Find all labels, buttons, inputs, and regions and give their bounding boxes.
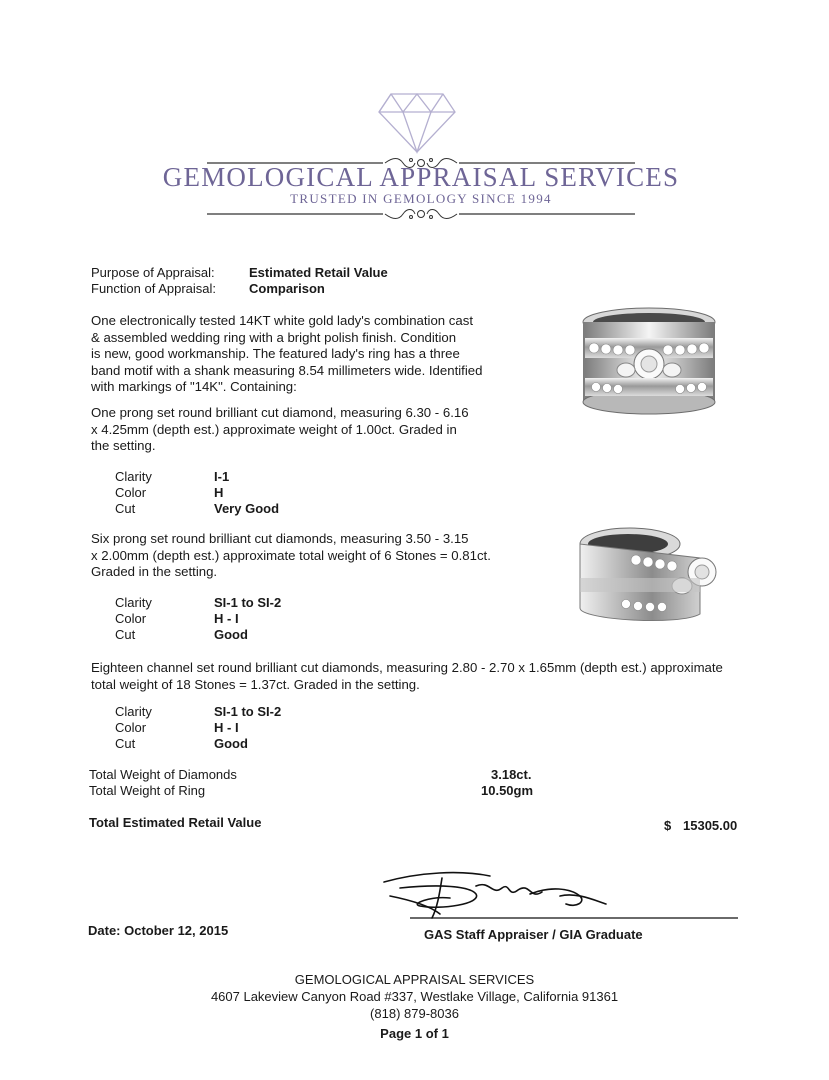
total-ring-label: Total Weight of Ring: [89, 783, 206, 798]
ornament-rule-bottom: [207, 206, 635, 222]
footer-address: 4607 Lakeview Canyon Road #337, Westlake Village, California 91361: [210, 989, 619, 1004]
stone-text-line: x 4.25mm (depth est.) approximate weight of 1.00ct. Graded in: [91, 421, 457, 437]
description-line: is new, good workmanship. The featured lady's ring has a three: [91, 346, 460, 362]
cut-label: Cut: [115, 501, 136, 516]
clarity-label: Clarity: [115, 704, 152, 719]
footer-phone: (818) 879-8036: [370, 1006, 459, 1021]
footer-contact: [0, 971, 829, 1042]
color-label: Color: [115, 611, 147, 626]
page-number: Page 1 of 1: [380, 1026, 449, 1041]
clarity-label: Clarity: [115, 469, 152, 484]
color-value: H - I: [214, 720, 239, 735]
stone-text-line: the setting.: [91, 438, 156, 454]
function-value: Comparison: [249, 281, 325, 296]
item-description: [91, 313, 482, 396]
color-value: H - I: [214, 611, 239, 626]
description-line: band motif with a shank measuring 8.54 millimeters wide. Identified: [91, 362, 483, 378]
total-diamonds-label: Total Weight of Diamonds: [89, 767, 237, 782]
color-label: Color: [115, 720, 147, 735]
description-line: with markings of "14K". Containing:: [91, 379, 297, 395]
clarity-value: I-1: [214, 469, 230, 484]
color-value: H: [214, 485, 224, 500]
purpose-value: Estimated Retail Value: [249, 265, 388, 280]
total-diamonds-value: 3.18ct.: [491, 767, 532, 782]
total-ring-value: 10.50gm: [481, 783, 534, 798]
stone-text-line: x 2.00mm (depth est.) approximate total weight of 6 Stones = 0.81ct.: [91, 547, 491, 563]
total-retail-label: Total Estimated Retail Value: [89, 815, 262, 830]
stone-text-line: Graded in the setting.: [91, 564, 218, 580]
currency-symbol: $: [664, 818, 672, 833]
function-label: Function of Appraisal:: [91, 281, 217, 296]
cut-value: Very Good: [214, 501, 280, 516]
cut-value: Good: [214, 736, 248, 751]
cut-value: Good: [214, 627, 248, 642]
appraiser-title: GAS Staff Appraiser / GIA Graduate: [424, 927, 643, 942]
stone-group-2-description: [91, 531, 491, 581]
clarity-value: SI-1 to SI-2: [214, 704, 282, 719]
cut-label: Cut: [115, 627, 136, 642]
stone-text-line: Six prong set round brilliant cut diamonds, measuring 3.50 - 3.15: [91, 531, 469, 546]
total-retail-value: 15305.00: [683, 818, 738, 833]
clarity-label: Clarity: [115, 595, 152, 610]
company-tagline: TRUSTED IN GEMOLOGY SINCE 1994: [290, 191, 552, 206]
diamond-logo-icon: [377, 92, 457, 154]
clarity-value: SI-1 to SI-2: [214, 595, 282, 610]
appraisal-date: Date: October 12, 2015: [88, 923, 229, 938]
stone-text-line: Eighteen channel set round brilliant cut diamonds, measuring 2.80 - 2.70 x 1.65mm (depth est.) approximate: [91, 660, 723, 675]
ring-photo-front: [570, 298, 728, 416]
stone-text-line: total weight of 18 Stones = 1.37ct. Graded in the setting.: [91, 676, 420, 692]
ring-photo-side: [570, 518, 728, 636]
stone-group-3-description: [91, 660, 723, 693]
appraiser-signature: [380, 866, 740, 926]
company-name: GEMOLOGICAL APPRAISAL SERVICES: [162, 162, 680, 192]
color-label: Color: [115, 485, 147, 500]
stone-group-1-description: [91, 405, 469, 455]
description-line: One electronically tested 14KT white gold lady's combination cast: [91, 313, 473, 328]
description-line: & assembled wedding ring with a bright polish finish. Condition: [91, 329, 457, 345]
stone-text-line: One prong set round brilliant cut diamond, measuring 6.30 - 6.16: [91, 405, 469, 420]
footer-company: GEMOLOGICAL APPRAISAL SERVICES: [294, 972, 535, 987]
cut-label: Cut: [115, 736, 136, 751]
purpose-label: Purpose of Appraisal:: [91, 265, 215, 280]
